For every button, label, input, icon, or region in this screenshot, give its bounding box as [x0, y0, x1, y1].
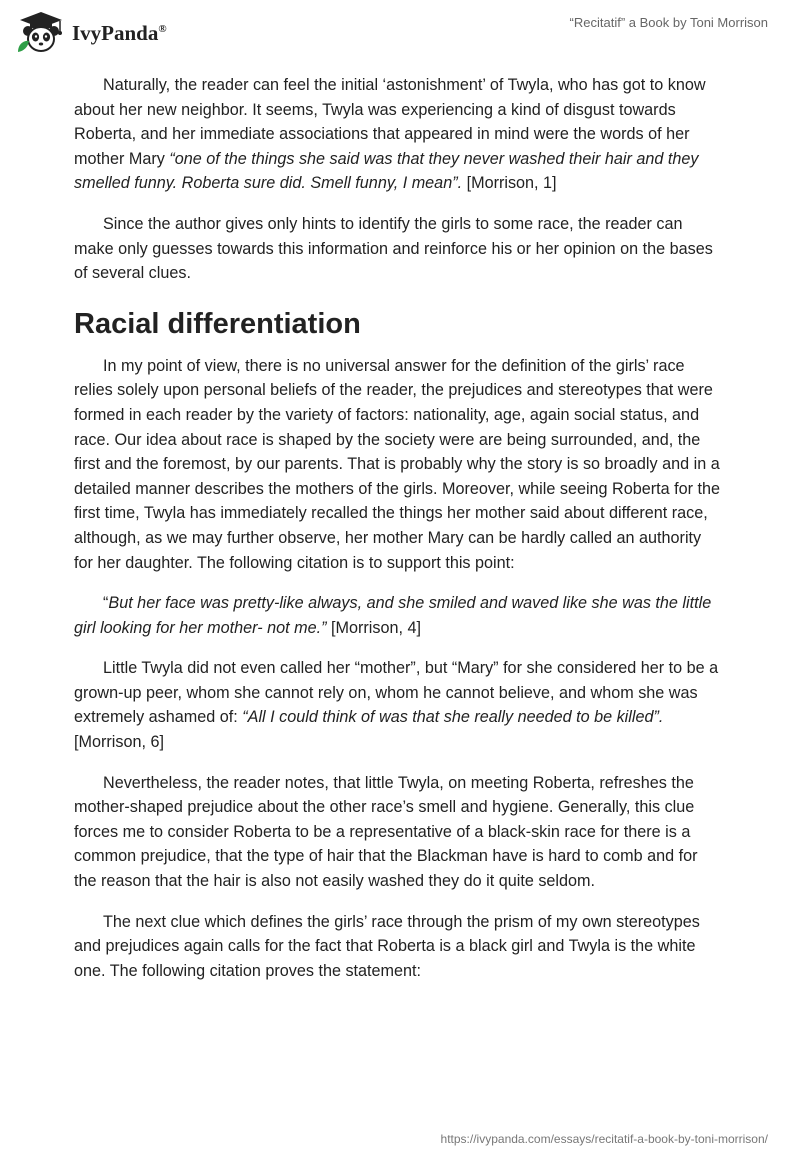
- brand-name: IvyPanda®: [72, 20, 167, 45]
- paragraph-6: Nevertheless, the reader notes, that little Twyla, on meeting Roberta, refreshes the mother-shaped prejudice about the other race’s smell and hygiene. Generally, this clue forces me to consider Roberta to be a representative of a black-skin race for there is a common prejudice, that the type of hair that the Blackman have is hard to comb and for the reason that the hair is also not easily washed they do it quite seldom.: [74, 773, 698, 891]
- ivypanda-logo[interactable]: [16, 10, 167, 54]
- paragraph-7: The next clue which defines the girls’ race through the prism of my own stereotypes and prejudices again calls for the fact that Roberta is a black girl and Twyla is the white one. The following citation proves the statement:: [74, 912, 700, 980]
- ivypanda-logo-icon: [16, 10, 66, 54]
- essay-body: [74, 73, 724, 999]
- paragraph-3: In my point of view, there is no universal answer for the definition of the girls’ race relies solely upon personal beliefs of the reader, the prejudices and stereotypes that were formed in each reader by the variety of factors: nationality, age, again social status, and race. Our idea about race is shaped by the society were are being surrounded, and, the first and the foremost, by our parents. That is probably why the story is so broadly and in a detailed manner describes the mothers of the girls. Moreover, while seeing Roberta for the first time, Twyla has immediately recalled the things her mother said about different race, although, as we may further observe, her mother Mary can be hardly called an authority for her daughter. The following citation is to support this point:: [74, 356, 721, 572]
- paragraph-1: Naturally, the reader can feel the initial ‘astonishment’ of Twyla, who has got to know about her new neighbor. It seems, Twyla was experiencing a kind of disgust towards Roberta, and her immediate associations that appeared in mind were the words of her mother Mary “one of the things she said was that they never washed their hair and they smelled funny. Roberta sure did. Smell funny, I mean”. [Morrison, 1]: [74, 76, 706, 193]
- section-heading: Racial differentiation: [74, 307, 361, 340]
- quote: “All I could think of was that she really needed to be killed”.: [242, 708, 664, 727]
- source-url[interactable]: https://ivypanda.com/essays/recitatif-a-book-by-toni-morrison/: [440, 1132, 768, 1146]
- quote: But her face was pretty-like always, and she smiled and waved like she was the little girl looking for her mother- not me.”: [74, 594, 712, 637]
- paragraph-5: Little Twyla did not even called her “mother”, but “Mary” for she considered her to be a grown-up peer, whom she cannot rely on, whom he cannot believe, and whom she was extremely ashamed of: “All I could think of was that she really needed to be killed”. [Morrison, 6]: [74, 659, 719, 752]
- page-header: [0, 0, 800, 66]
- paragraph-4: “But her face was pretty-like always, and she smiled and waved like she was the little girl looking for her mother- not me.” [Morrison, 4]: [74, 594, 712, 637]
- quote: “one of the things she said was that they never washed their hair and they smelled funny. Roberta sure did. Smell funny, I mean”.: [74, 149, 699, 193]
- document-title: “Recitatif” a Book by Toni Morrison: [569, 15, 768, 30]
- paragraph-2: Since the author gives only hints to identify the girls to some race, the reader can make only guesses towards this information and reinforce his or her opinion on the bases of several clues.: [74, 214, 713, 283]
